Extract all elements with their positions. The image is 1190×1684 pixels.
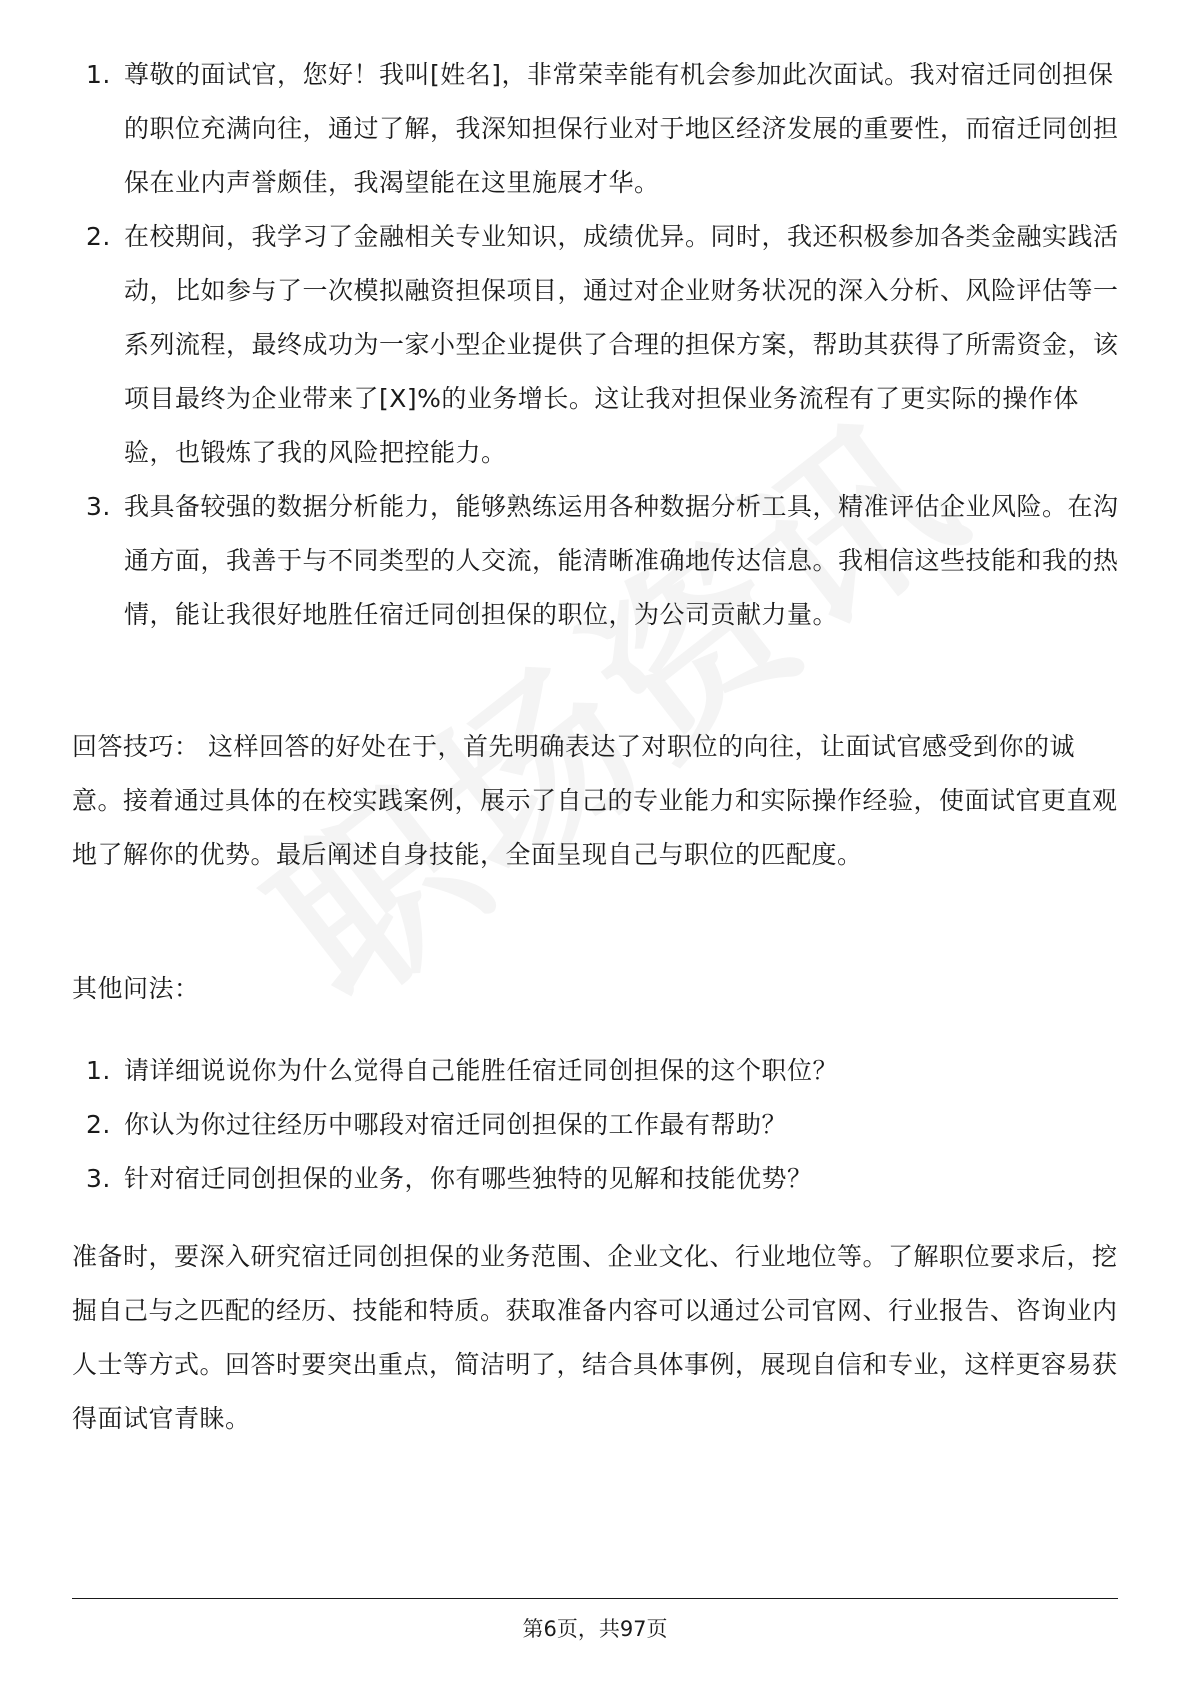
preparation-advice: 准备时，要深入研究宿迁同创担保的业务范围、企业文化、行业地位等。了解职位要求后，挖掘自己与之匹配的经历、技能和特质。获取准备内容可以通过公司官网、行业报告、咨询业内人士等方式。回答时要突出重点，简洁明了，结合具体事例，展现自信和专业，这样更容易获得面试官青睐。 <box>72 1242 1118 1433</box>
list-item <box>0 1152 1124 1206</box>
page-number: 第6页，共97页 <box>522 1617 668 1641</box>
list-item <box>0 210 1124 480</box>
list-number: 2. <box>86 1110 111 1139</box>
list-item <box>0 48 1124 210</box>
list-item-text: 请详细说说你为什么觉得自己能胜任宿迁同创担保的这个职位？ <box>124 1056 839 1085</box>
list-item-text: 在校期间，我学习了金融相关专业知识，成绩优异。同时，我还积极参加各类金融实践活动，比如参与了一次模拟融资担保项目，通过对企业财务状况的深入分析、风险评估等一系列流程，最终成功为一家小型企业提供了合理的担保方案，帮助其获得了所需资金，该项目最终为企业带来了[X]%的业务增长。这让我对担保业务流程有了更实际的操作体验，也锻炼了我的风险把控能力。 <box>124 222 1119 467</box>
list-item-text: 我具备较强的数据分析能力，能够熟练运用各种数据分析工具，精准评估企业风险。在沟通方面，我善于与不同类型的人交流，能清晰准确地传达信息。我相信这些技能和我的热情，能让我很好地胜任宿迁同创担保的职位，为公司贡献力量。 <box>124 492 1119 629</box>
list-item-text: 你认为你过往经历中哪段对宿迁同创担保的工作最有帮助？ <box>124 1110 788 1139</box>
list-number: 3. <box>86 1164 111 1193</box>
sample-answer-list <box>0 48 1190 642</box>
footer-divider <box>72 1598 1118 1599</box>
list-item <box>0 480 1124 642</box>
list-number: 3. <box>86 492 111 521</box>
list-number: 1. <box>86 1056 111 1085</box>
list-item-text: 针对宿迁同创担保的业务，你有哪些独特的见解和技能优势？ <box>124 1164 813 1193</box>
other-questions-list <box>0 1044 1190 1206</box>
list-item <box>0 1098 1124 1152</box>
list-item-text: 尊敬的面试官，您好！我叫[姓名]，非常荣幸能有机会参加此次面试。我对宿迁同创担保的职位充满向往，通过了解，我深知担保行业对于地区经济发展的重要性，而宿迁同创担保在业内声誉颇佳，我渴望能在这里施展才华。 <box>124 60 1119 197</box>
list-number: 1. <box>86 60 111 89</box>
answer-tips: 回答技巧： 这样回答的好处在于，首先明确表达了对职位的向往，让面试官感受到你的诚意。接着通过具体的在校实践案例，展示了自己的专业能力和实际操作经验，使面试官更直观地了解你的优势。最后阐述自身技能，全面呈现自己与职位的匹配度。 <box>72 732 1118 869</box>
other-questions-heading: 其他问法： <box>72 974 200 1003</box>
list-item <box>0 1044 1124 1098</box>
list-number: 2. <box>86 222 111 251</box>
